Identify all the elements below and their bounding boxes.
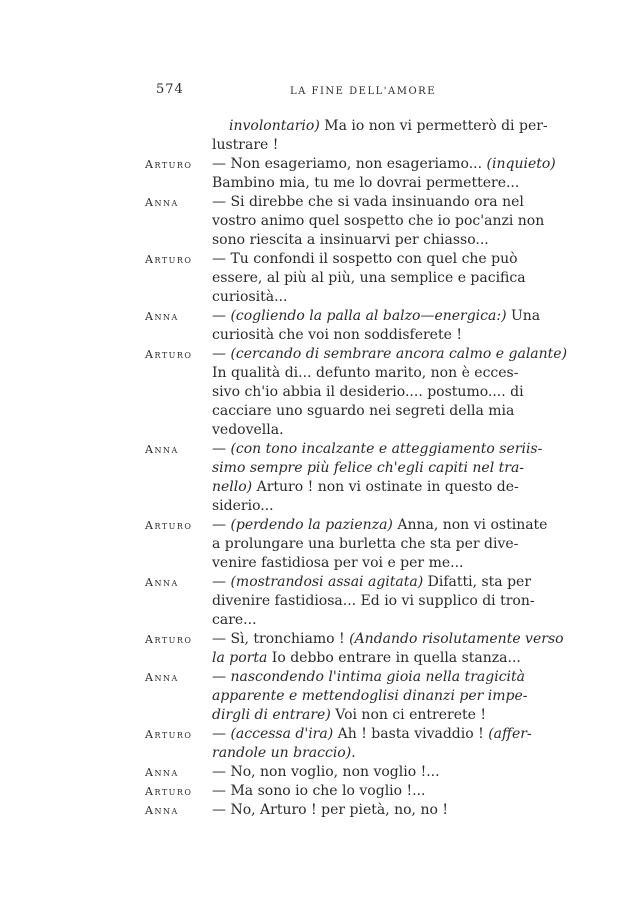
dialogue-line <box>212 345 568 364</box>
spoken-text: — <box>212 669 231 685</box>
spoken-text: — Ma sono io che lo voglio !... <box>212 783 426 799</box>
dialogue-line <box>212 744 475 763</box>
spoken-text: Ah ! basta vivaddio ! <box>333 726 489 742</box>
spoken-text: — <box>212 308 231 324</box>
speaker-name: Anna <box>145 671 179 684</box>
dialogue-line <box>212 478 519 497</box>
spoken-text: lustrare ! <box>212 137 279 153</box>
stage-direction: (affer- <box>488 726 532 742</box>
page-number: 574 <box>156 82 184 97</box>
dialogue-line <box>212 402 515 421</box>
spoken-text: vedovella. <box>212 422 284 438</box>
dialogue-line <box>212 516 548 535</box>
dialogue-line <box>212 288 475 307</box>
dialogue-line <box>212 687 528 706</box>
spoken-text: — Tu confondi il sospetto con quel che può <box>212 251 518 267</box>
speaker-name: Anna <box>145 804 179 817</box>
dialogue-line <box>212 383 524 402</box>
dialogue-line <box>212 611 475 630</box>
spoken-text: Ma io non vi permetterò di per- <box>319 118 548 134</box>
stage-direction: dirgli di entrare) <box>212 707 331 723</box>
dialogue-line <box>212 440 543 459</box>
spoken-text: sivo ch'io abbia il desiderio.... postumo.... di <box>212 384 524 400</box>
spoken-text: — No, Arturo ! per pietà, no, no ! <box>212 802 448 818</box>
speaker-name: Anna <box>145 576 179 589</box>
dialogue-line <box>212 231 489 250</box>
speaker-name: Arturo <box>145 253 193 266</box>
spoken-text: — Sì, tronchiamo ! <box>212 631 350 647</box>
spoken-text: vostro animo quel sospetto che io poc'anzi non <box>212 213 545 229</box>
running-head: LA FINE DELL'AMORE <box>290 86 436 97</box>
dialogue-line <box>212 459 525 478</box>
spoken-text: — <box>212 346 231 362</box>
dialogue-line <box>212 497 475 516</box>
spoken-text: Bambino mia, tu me lo dovrai permettere... <box>212 175 520 191</box>
dialogue-line <box>229 117 548 136</box>
stage-direction: involontario) <box>229 118 320 134</box>
spoken-text: Anna, non vi ostinate <box>392 517 548 533</box>
spoken-text: sono riescita a insinuarvi per chiasso... <box>212 232 489 248</box>
dialogue-line <box>212 212 545 231</box>
stage-direction: (mostrandosi assai agitata) <box>230 574 424 590</box>
dialogue-line <box>212 573 532 592</box>
speaker-name: Arturo <box>145 348 193 361</box>
spoken-text: — No, non voglio, non voglio !... <box>212 764 440 780</box>
spoken-text: venire fastidiosa per voi e per me... <box>212 555 464 571</box>
dialogue-line <box>212 174 520 193</box>
dialogue-line <box>212 250 518 269</box>
dialogue-line <box>212 136 475 155</box>
spoken-text: curiosità... <box>212 289 288 305</box>
spoken-text: Difatti, sta per <box>423 574 532 590</box>
stage-direction: randole un braccio). <box>212 745 356 761</box>
dialogue-line <box>212 155 556 174</box>
dialogue-line <box>212 649 521 668</box>
spoken-text: care... <box>212 612 257 628</box>
stage-direction: (cercando di sembrare ancora calmo e galante) <box>230 346 568 362</box>
spoken-text: — <box>212 726 231 742</box>
spoken-text: curiosità che voi non soddisferete ! <box>212 327 462 343</box>
stage-direction: nello) <box>212 479 253 495</box>
dialogue-line <box>212 193 524 212</box>
stage-direction: (inquieto) <box>486 156 556 172</box>
spoken-text: a prolungare una burletta che sta per dive- <box>212 536 519 552</box>
dialogue-line <box>212 592 535 611</box>
spoken-text: Io debbo entrare in quella stanza... <box>267 650 521 666</box>
spoken-text: cacciare uno sguardo nei segreti della mia <box>212 403 515 419</box>
speaker-name: Anna <box>145 766 179 779</box>
dialogue-line <box>212 307 541 326</box>
spoken-text: Arturo ! non vi ostinate in questo de- <box>252 479 519 495</box>
spoken-text: essere, al più al più, una semplice e pacifica <box>212 270 526 286</box>
spoken-text: — <box>212 441 231 457</box>
stage-direction: (Andando risolutamente verso <box>349 631 564 647</box>
stage-direction: nascondendo l'intima gioia nella tragicità <box>230 669 525 685</box>
speaker-name: Arturo <box>145 785 193 798</box>
dialogue-line <box>212 801 475 820</box>
dialogue-line <box>212 535 519 554</box>
dialogue-line <box>212 706 486 725</box>
speaker-name: Arturo <box>145 728 193 741</box>
stage-direction: (con tono incalzante e atteggiamento seriis- <box>230 441 543 457</box>
speaker-name: Anna <box>145 443 179 456</box>
spoken-text: Una <box>506 308 541 324</box>
stage-direction: (perdendo la pazienza) <box>230 517 393 533</box>
spoken-text: In qualità di... defunto marito, non è ecces- <box>212 365 519 381</box>
speaker-name: Arturo <box>145 519 193 532</box>
dialogue-line <box>212 326 475 345</box>
speaker-name: Arturo <box>145 633 193 646</box>
speaker-name: Anna <box>145 310 179 323</box>
dialogue-line <box>212 630 564 649</box>
dialogue-line <box>212 782 475 801</box>
speaker-name: Anna <box>145 196 179 209</box>
dialogue-line <box>212 421 475 440</box>
spoken-text: — <box>212 517 231 533</box>
spoken-text: — Non esageriamo, non esageriamo... <box>212 156 487 172</box>
stage-direction: apparente e mettendoglisi dinanzi per impe- <box>212 688 528 704</box>
stage-direction: la porta <box>212 650 268 666</box>
spoken-text: siderio... <box>212 498 274 514</box>
dialogue-line <box>212 668 525 687</box>
spoken-text: — Si direbbe che si vada insinuando ora nel <box>212 194 524 210</box>
stage-direction: (accessa d'ira) <box>230 726 334 742</box>
speaker-name: Arturo <box>145 158 193 171</box>
dialogue-line <box>212 763 475 782</box>
stage-direction: (cogliendo la palla al balzo—energica:) <box>230 308 507 324</box>
dialogue-line <box>212 269 526 288</box>
spoken-text: divenire fastidiosa... Ed io vi supplico di tron- <box>212 593 535 609</box>
dialogue-line <box>212 364 519 383</box>
dialogue-line <box>212 554 475 573</box>
dialogue-line <box>212 725 532 744</box>
spoken-text: — <box>212 574 231 590</box>
stage-direction: simo sempre più felice ch'egli capiti nel tra- <box>212 460 525 476</box>
spoken-text: Voi non ci entrerete ! <box>330 707 486 723</box>
